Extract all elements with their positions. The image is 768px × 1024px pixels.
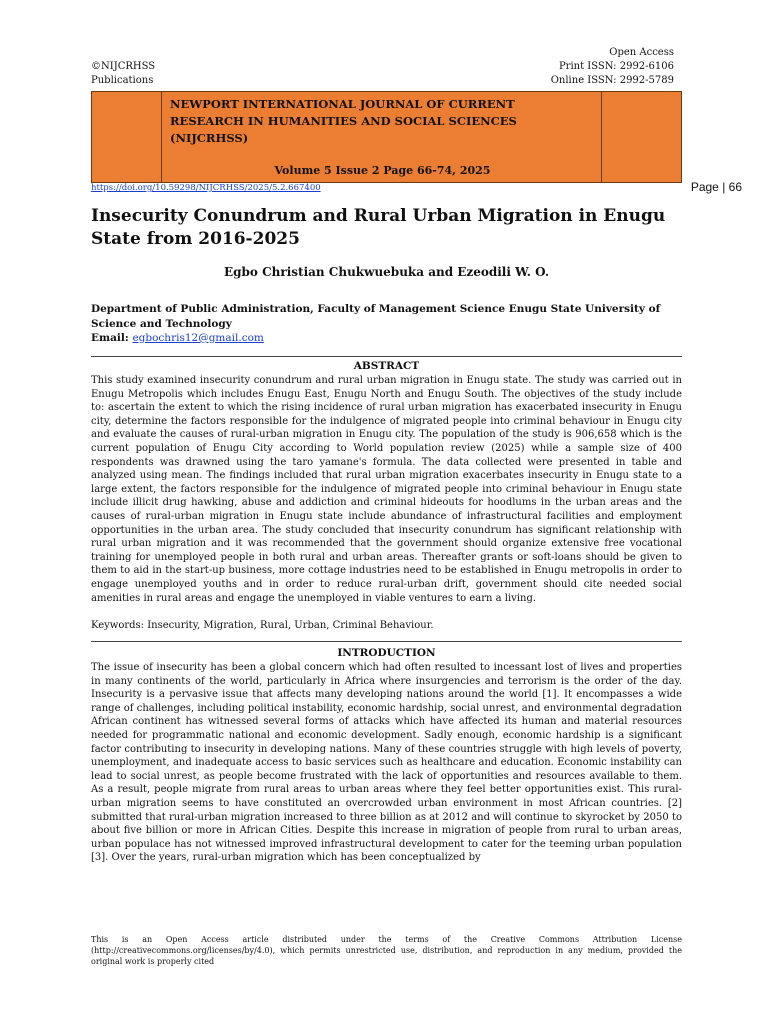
- open-access-label: Open Access: [609, 47, 674, 58]
- issn-block: [551, 46, 674, 88]
- introduction-body: The issue of insecurity has been a global concern which had often resulted to incessant lost of lives and properties in many continents of the world, particularly in Africa where insurgencies and terrorism is the order of the day. Insecurity is a pervasive issue that affects many developing nations around the world [1]. It encompasses a wide range of challenges, including political instability, economic hardship, social unrest, and environmental degradation African continent has witnessed several forms of attacks which have affected its human and material resources needed for programmatic national and economic development. Sadly enough, economic hardship is a significant factor contributing to insecurity in developing nations. Many of these countries struggle with high levels of poverty, unemployment, and inadequate access to basic services such as healthcare and education. Economic instability can lead to social unrest, as people become frustrated with the lack of opportunities and resources available to them. As a result, people migrate from rural areas to urban areas where they feel better opportunities exist. This rural-urban migration seems to have constituted an overcrowded urban environment in most African countries. [2] submitted that rural-urban migration increased to three billion as at 2012 and will continue to skyrocket by 2050 to about five billion or more in African Cities. Despite this increase in migration of people from rural to urban areas, urban populace has not witnessed improved infrastructural development to cater for the teeming urban population [3]. Over the years, rural-urban migration which has been conceptualized by: [91, 662, 682, 864]
- print-issn: Print ISSN: 2992-6106: [558, 61, 674, 72]
- email-label: Email: [91, 332, 125, 344]
- keywords: Keywords: Insecurity, Migration, Rural, Urban, Criminal Behaviour.: [91, 620, 434, 631]
- abstract-top-rule: [91, 356, 682, 357]
- doi-link[interactable]: https://doi.org/10.59298/NIJCRHSS/2025/5.2.667400: [91, 183, 321, 193]
- journal-title: NEWPORT INTERNATIONAL JOURNAL OF CURRENT RESEARCH IN HUMANITIES AND SOCIAL SCIENCES (NIJCRHSS): [170, 97, 517, 145]
- abstract-bottom-rule: [91, 641, 682, 642]
- affiliation: Department of Public Administration, Faculty of Management Science Enugu State University of Science and Technology: [91, 303, 661, 330]
- journal-volume: Volume 5 Issue 2 Page 66-74, 2025: [274, 164, 491, 177]
- paper-title: Insecurity Conundrum and Rural Urban Migration in Enugu State from 2016-2025: [91, 206, 666, 249]
- publisher-block: [91, 60, 155, 88]
- abstract-heading: ABSTRACT: [353, 360, 420, 372]
- online-issn: Online ISSN: 2992-5789: [550, 75, 674, 86]
- abstract-body: This study examined insecurity conundrum and rural urban migration in Enugu state. The study was carried out in Enugu Metropolis which includes Enugu East, Enugu North and Enugu South. The objectives of the study include to: ascertain the extent to which the rising incidence of rural urban migration has exacerbated insecurity in Enugu city, determine the factors responsible for the indulgence of migrated people into criminal behaviour in Enugu city and evaluate the causes of rural-urban migration in Enugu city. The population of the study is 906,658 which is the current population of Enugu City according to World population review (2025) while a sample size of 400 respondents was drawned using the taro yamane's formula. The data collected were presented in table and analyzed using mean. The findings included that rural urban migration exacerbates insecurity in Enugu state to a large extent, the factors responsible for the indulgence of migrated people into criminal behaviour in Enugu state include illicit drug hawking, abuse and addiction and criminal hideouts for hoodlums in the urban areas and the causes of rural-urban migration in Enugu state include abundance of infrastructural facilities and employment opportunities in the urban area. The study concluded that insecurity conundrum has significant relationship with rural urban migration and it was recommended that the government should organize extensive free vocational training for unemployed people in both rural and urban areas. Thereafter grants or soft-loans should be given to them to aid in the start-up business, more cottage industries need to be established in Enugu metropolis in order to engage unemployed youths and in order to reduce rural-urban drift, government should cite needed social amenities in rural areas and engage the unemployed in viable ventures to earn a living.: [91, 375, 682, 604]
- email-link[interactable]: egbochris12@gmail.com: [132, 332, 264, 344]
- page-number: Page | 66: [690, 180, 742, 194]
- email-line: Email: egbochris12@gmail.com: [91, 332, 264, 344]
- banner-right-cell: [601, 92, 681, 182]
- publisher-name: ©NIJCRHSS: [91, 61, 156, 72]
- authors: Egbo Christian Chukwuebuka and Ezeodili W. O.: [224, 265, 549, 279]
- publisher-subtitle: Publications: [91, 75, 154, 86]
- introduction-heading: INTRODUCTION: [337, 647, 436, 659]
- banner-left-cell: [92, 92, 162, 182]
- journal-banner: [91, 91, 682, 183]
- license-footer: This is an Open Access article distributed under the terms of the Creative Commons Attribution License (http://creativecommons.org/licenses/by/4.0), which permits unrestricted use, distribution, and reproduction in any medium, provided the original work is properly cited: [91, 935, 682, 966]
